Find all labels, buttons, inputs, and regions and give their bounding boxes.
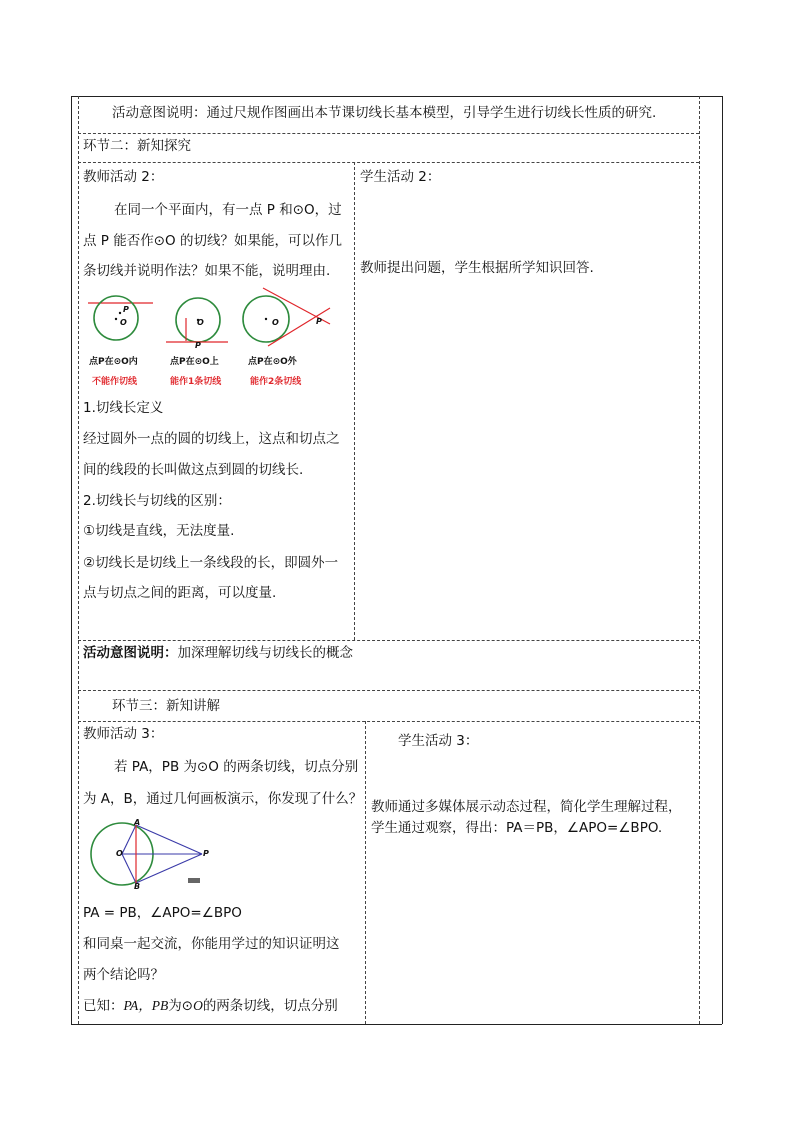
tangent-pa <box>136 825 202 854</box>
fig-label-p3: P <box>316 317 322 326</box>
intent2-label: 活动意图说明： <box>83 645 178 661</box>
section3-result: PA = PB，∠APO=∠BPO <box>83 905 242 921</box>
known-prefix: 已知： <box>83 998 124 1014</box>
difference-line-3: 点与切点之间的距离，可以度量. <box>83 585 277 601</box>
radius-ob <box>122 854 136 883</box>
fig-label-o: O <box>116 849 123 858</box>
section3-discuss-2: 两个结论吗？ <box>83 967 164 983</box>
fig-label-p: P <box>203 849 209 858</box>
known-italic: PA，PB <box>123 998 169 1013</box>
result-inside: 不能作切线 <box>92 377 138 387</box>
intent2-row <box>83 643 353 663</box>
question-line-3: 条切线并说明作法？如果不能，说明理由. <box>83 263 331 279</box>
row-separator-3 <box>78 640 699 641</box>
case1-point-p <box>119 312 121 314</box>
table-right-border <box>722 96 723 1024</box>
column-separator-2 <box>354 162 355 640</box>
caption-on: 点P在⊙O上 <box>170 357 219 367</box>
fig-label-a: A <box>134 818 141 827</box>
inner-left-line <box>78 96 79 1024</box>
student-activity-3-line-2: 学生通过观察，得出：PA＝PB，∠APO=∠BPO. <box>371 820 663 836</box>
section2-title: 环节二：新知探究 <box>83 138 191 154</box>
result-outside: 能作2条切线 <box>250 377 302 387</box>
known-suffix: 的两条切线，切点分别 <box>202 998 338 1014</box>
definition-line-1: 经过圆外一点的圆的切线上，这点和切点之 <box>83 431 340 447</box>
known-o: O <box>193 998 203 1013</box>
intent2-text: 加深理解切线与切线长的概念 <box>177 645 353 661</box>
table-left-border <box>71 96 72 1024</box>
definition-heading: 1.切线长定义 <box>83 400 164 416</box>
fig-label-o3: O <box>272 318 279 327</box>
section3-title: 环节三：新知讲解 <box>112 698 220 714</box>
student-activity-2-heading: 学生活动 2： <box>360 169 441 185</box>
radius-oa <box>122 825 136 854</box>
tangent-lengths-figure <box>84 816 214 890</box>
intent-text-1: 活动意图说明：通过尺规作图画出本节课切线长基本模型，引导学生进行切线长性质的研究. <box>112 105 657 121</box>
student-activity-3-line-1: 教师通过多媒体展示动态过程，简化学生理解过程， <box>371 799 682 815</box>
row-separator-4 <box>78 690 699 691</box>
teacher-activity-3-heading: 教师活动 3： <box>83 726 164 742</box>
row-separator-2 <box>78 162 699 163</box>
question-line-2: 点 P 能否作⊙O 的切线？如果能，可以作几 <box>83 233 342 249</box>
fig-label-b: B <box>134 882 141 891</box>
teacher-activity-2-heading: 教师活动 2： <box>83 169 164 185</box>
section3-question-1: 若 PA，PB 为⊙O 的两条切线，切点分别 <box>114 759 359 775</box>
section3-question-2: 为 A，B，通过几何画板演示，你发现了什么？ <box>83 791 363 807</box>
table-top-border <box>71 96 722 97</box>
result-on: 能作1条切线 <box>170 377 222 387</box>
definition-line-2: 间的线段的长叫做这点到圆的切线长. <box>83 462 304 478</box>
fig-label-p1: P <box>123 305 129 314</box>
case1-center <box>115 318 117 320</box>
row-separator-5 <box>78 721 699 722</box>
column-separator-3 <box>365 721 366 1024</box>
inner-right-line <box>699 96 700 1024</box>
fig-label-o2: O <box>197 318 204 327</box>
difference-line-1: ①切线是直线，无法度量. <box>83 523 235 539</box>
fig-label-o1: O <box>120 318 127 327</box>
student-activity-3-heading: 学生活动 3： <box>398 733 479 749</box>
row-separator-1 <box>78 133 699 134</box>
tangent-cases-figure <box>83 286 343 386</box>
known-mid: 为⊙ <box>168 998 194 1014</box>
section3-known <box>83 996 338 1016</box>
difference-heading: 2.切线长与切线的区别： <box>83 493 231 509</box>
caption-outside: 点P在⊙O外 <box>248 357 297 367</box>
student-activity-2-text: 教师提出问题，学生根据所学知识回答. <box>360 260 594 276</box>
question-line-1: 在同一个平面内，有一点 P 和⊙O，过 <box>114 202 342 218</box>
case3-tangent-2 <box>268 308 330 346</box>
fig-label-p2: P <box>195 341 201 350</box>
case3-center <box>265 318 267 320</box>
table-bottom-border <box>71 1024 722 1025</box>
toolbar-stub <box>188 878 200 883</box>
difference-line-2: ②切线长是切线上一条线段的长，即圆外一 <box>83 555 339 571</box>
section3-discuss-1: 和同桌一起交流，你能用学过的知识证明这 <box>83 936 340 952</box>
caption-inside: 点P在⊙O内 <box>89 357 138 367</box>
